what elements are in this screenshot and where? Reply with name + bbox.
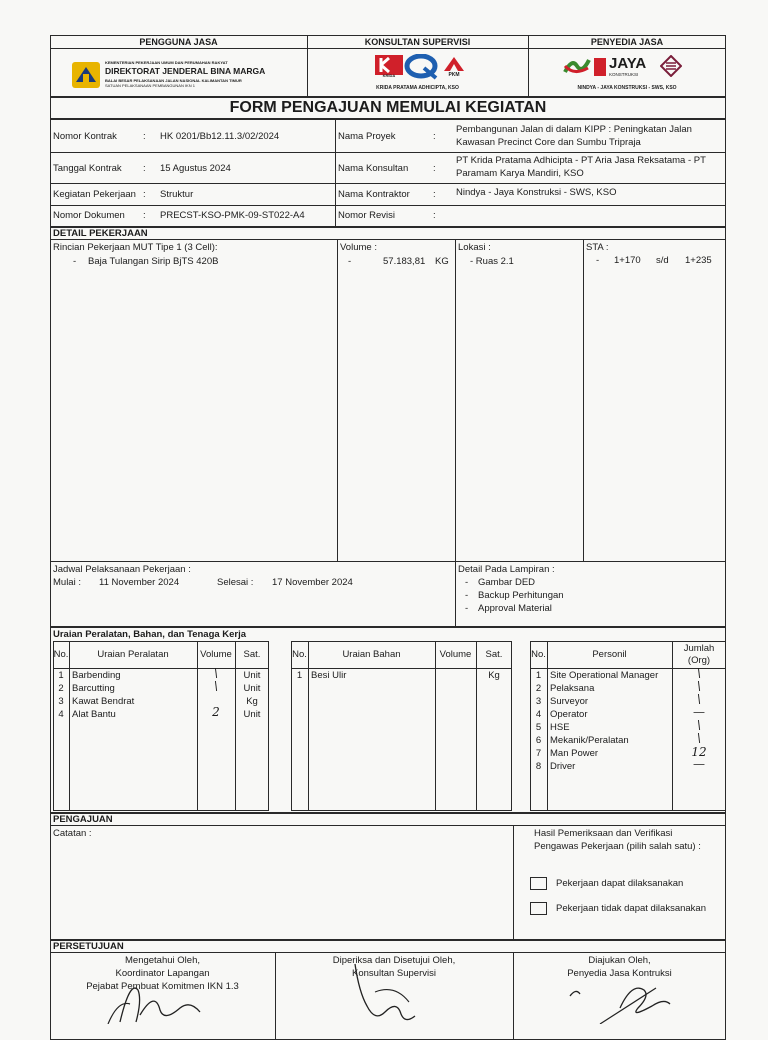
satker-text: SATUAN PELAKSANAAN PEMBANGUNAN IKN 1 bbox=[105, 83, 195, 88]
col3-line1: Diajukan Oleh, bbox=[588, 955, 651, 966]
personil-no: 2 bbox=[535, 683, 542, 694]
colon: : bbox=[143, 131, 146, 142]
personil-jumlah: — bbox=[693, 757, 705, 771]
personil-no: 7 bbox=[535, 748, 542, 759]
pengajuan-section-title: PENGAJUAN bbox=[53, 814, 113, 825]
lampiran-item: Approval Material bbox=[478, 603, 552, 614]
nama-konsultan-line2: Paramam Karya Mandiri, KSO bbox=[456, 168, 584, 179]
personil-nama: HSE bbox=[550, 722, 570, 733]
mulai-label: Mulai : bbox=[53, 577, 81, 588]
selesai-label: Selesai : bbox=[217, 577, 254, 588]
nama-kontraktor-label: Nama Kontraktor bbox=[338, 189, 410, 200]
sta-to: 1+235 bbox=[685, 255, 712, 266]
nindya-logo bbox=[562, 56, 592, 78]
signature-ppk bbox=[100, 960, 230, 1024]
tanggal-kontrak-label: Tanggal Kontrak bbox=[53, 163, 122, 174]
lampiran-item: Gambar DED bbox=[478, 577, 536, 588]
option-dapat-label: Pekerjaan dapat dilaksanakan bbox=[556, 878, 684, 889]
lampiran-dash: - bbox=[465, 603, 469, 614]
personil-nama: Pelaksana bbox=[550, 683, 595, 694]
personil-header-jumlah: Jumlah bbox=[683, 643, 715, 654]
pu-logo bbox=[72, 62, 100, 88]
kegiatan-pekerjaan-label: Kegiatan Pekerjaan bbox=[53, 189, 136, 200]
hasil-line2: Pengawas Pekerjaan (pilih salah satu) : bbox=[534, 841, 701, 852]
peralatan-uraian: Barcutting bbox=[72, 683, 115, 694]
peralatan-header-uraian: Uraian Peralatan bbox=[97, 649, 169, 660]
bahan-no: 1 bbox=[296, 670, 303, 681]
nomor-revisi-label: Nomor Revisi bbox=[338, 210, 396, 221]
peralatan-sat: Kg bbox=[246, 696, 258, 707]
peralatan-volume: \ bbox=[213, 679, 219, 693]
bahan-uraian: Besi Ulir bbox=[311, 670, 347, 681]
rincian-label: Rincian Pekerjaan MUT Tipe 1 (3 Cell): bbox=[53, 242, 218, 253]
personil-nama: Man Power bbox=[550, 748, 599, 759]
nama-proyek-label: Nama Proyek bbox=[338, 131, 396, 142]
personil-jumlah: 12 bbox=[691, 745, 707, 759]
konsultan-supervisi-label: KONSULTAN SUPERVISI bbox=[364, 37, 471, 47]
nama-konsultan-label: Nama Konsultan bbox=[338, 163, 409, 174]
bahan-table bbox=[291, 641, 512, 811]
personil-nama: Site Operational Manager bbox=[550, 670, 659, 681]
peralatan-no: 4 bbox=[58, 709, 64, 720]
bahan-header-sat: Sat. bbox=[485, 649, 503, 660]
peralatan-uraian: Barbending bbox=[72, 670, 121, 681]
personil-nama: Driver bbox=[550, 761, 576, 772]
nomor-dokumen-label: Nomor Dokumen bbox=[53, 210, 125, 221]
personil-no: 5 bbox=[535, 722, 542, 733]
rincian-dash: - bbox=[73, 256, 77, 267]
col2-line2: Konsultan Supervisi bbox=[352, 968, 436, 979]
pkm-logo-text: PKM bbox=[448, 72, 460, 78]
penyedia-caption: NINDYA - JAYA KONSTRUKSI - SWS, KSO bbox=[577, 85, 677, 91]
volume-unit: KG bbox=[435, 256, 449, 267]
volume-value: 57.183,81 bbox=[383, 256, 426, 267]
option-tidak-dapat-checkbox[interactable] bbox=[530, 902, 547, 915]
colon: : bbox=[143, 163, 146, 174]
personil-jumlah: \ bbox=[696, 692, 702, 706]
nomor-kontrak-label: Nomor Kontrak bbox=[53, 131, 117, 142]
sta-from: 1+170 bbox=[614, 255, 641, 266]
col1-line1: Mengetahui Oleh, bbox=[125, 955, 200, 966]
lampiran-item: Backup Perhitungan bbox=[478, 590, 564, 601]
peralatan-uraian: Alat Bantu bbox=[72, 709, 116, 720]
col2-line1: Diperiksa dan Disetujui Oleh, bbox=[332, 955, 456, 966]
jaya-logo-subtext: KONSTRUKSI bbox=[609, 72, 639, 77]
sws-logo bbox=[660, 55, 682, 77]
detail-section-title: DETAIL PEKERJAAN bbox=[53, 228, 148, 239]
option-tidak-dapat-label: Pekerjaan tidak dapat dilaksanakan bbox=[556, 903, 706, 914]
peralatan-uraian: Kawat Bendrat bbox=[72, 696, 135, 707]
ajr-logo bbox=[404, 54, 438, 80]
col3-line2: Penyedia Jasa Kontruksi bbox=[567, 968, 672, 979]
colon: : bbox=[433, 163, 436, 174]
pengguna-jasa-label: PENGGUNA JASA bbox=[139, 37, 218, 47]
peralatan-volume: \ bbox=[213, 666, 219, 680]
rincian-item: Baja Tulangan Sirip BjTS 420B bbox=[88, 256, 219, 267]
personil-nama: Surveyor bbox=[550, 696, 589, 707]
selesai-value: 17 November 2024 bbox=[272, 577, 353, 588]
tanggal-kontrak-value: 15 Agustus 2024 bbox=[160, 163, 231, 174]
nama-proyek-line1: Pembangunan Jalan di dalam KIPP : Peningkatan Jalan bbox=[456, 124, 692, 135]
personil-nama: Operator bbox=[550, 709, 588, 720]
lokasi-value: - Ruas 2.1 bbox=[470, 256, 514, 267]
peralatan-no: 2 bbox=[58, 683, 64, 694]
nomor-dokumen-value: PRECST-KSO-PMK-09-ST022-A4 bbox=[160, 210, 305, 221]
personil-header-org: (Org) bbox=[687, 655, 711, 666]
jadwal-label: Jadwal Pelaksanaan Pekerjaan : bbox=[53, 564, 191, 575]
personil-no: 8 bbox=[535, 761, 542, 772]
mulai-value: 11 November 2024 bbox=[99, 577, 180, 588]
colon: : bbox=[433, 210, 436, 221]
peralatan-table bbox=[53, 641, 269, 811]
krida-logo bbox=[375, 55, 403, 79]
signature-penyedia bbox=[560, 978, 700, 1024]
col1-line2: Koordinator Lapangan bbox=[115, 968, 210, 979]
dirjen-text: DIREKTORAT JENDERAL BINA MARGA bbox=[105, 66, 266, 76]
resources-section-title: Uraian Peralatan, Bahan, dan Tenaga Kerja bbox=[53, 629, 247, 640]
personil-jumlah: \ bbox=[696, 731, 702, 745]
colon: : bbox=[433, 189, 436, 200]
sta-label: STA : bbox=[586, 242, 609, 253]
balai-text: BALAI BESAR PELAKSANAAN JALAN NASIONAL KALIMANTAN TIMUR bbox=[105, 78, 242, 83]
col1-line3: Pejabat Pembuat Komitmen IKN 1.3 bbox=[86, 981, 239, 992]
colon: : bbox=[143, 210, 146, 221]
jaya-logo bbox=[594, 56, 654, 80]
personil-header-no: No. bbox=[531, 649, 546, 660]
personil-header-nama: Personil bbox=[592, 649, 627, 660]
colon: : bbox=[143, 189, 146, 200]
hasil-line1: Hasil Pemeriksaan dan Verifikasi bbox=[534, 828, 673, 839]
personil-no: 4 bbox=[535, 709, 542, 720]
volume-dash: - bbox=[348, 256, 352, 267]
bahan-header-no: No. bbox=[292, 649, 307, 660]
persetujuan-section-title: PERSETUJUAN bbox=[53, 941, 124, 952]
personil-jumlah: \ bbox=[696, 718, 702, 732]
peralatan-header-no: No. bbox=[53, 649, 69, 660]
peralatan-header-sat: Sat. bbox=[243, 649, 261, 660]
bahan-header-volume: Volume bbox=[439, 649, 472, 660]
personil-nama: Mekanik/Peralatan bbox=[550, 735, 629, 746]
bahan-header-uraian: Uraian Bahan bbox=[342, 649, 401, 660]
colon: : bbox=[433, 131, 436, 142]
nama-proyek-line2: Kawasan Precinct Core dan Sumbu Tripraja bbox=[456, 137, 641, 148]
catatan-label: Catatan : bbox=[53, 828, 92, 839]
lampiran-dash: - bbox=[465, 590, 469, 601]
jaya-logo-text: JAYA bbox=[609, 55, 647, 72]
personil-no: 3 bbox=[535, 696, 542, 707]
signature-konsultan bbox=[345, 962, 465, 1024]
pkm-logo bbox=[442, 55, 466, 79]
personil-jumlah: — bbox=[693, 705, 705, 719]
kegiatan-pekerjaan-value: Struktur bbox=[160, 189, 194, 200]
konsultan-caption: KRIDA PRATAMA ADHICIPTA, KSO bbox=[376, 85, 459, 91]
personil-jumlah: \ bbox=[696, 679, 702, 693]
peralatan-header-volume: Volume bbox=[200, 649, 232, 660]
peralatan-sat: Unit bbox=[243, 670, 261, 681]
lokasi-label: Lokasi : bbox=[458, 242, 491, 253]
penyedia-jasa-label: PENYEDIA JASA bbox=[590, 37, 664, 47]
volume-label: Volume : bbox=[340, 242, 377, 253]
nama-kontraktor-value: Nindya - Jaya Konstruksi - SWS, KSO bbox=[456, 187, 617, 198]
nama-konsultan-line1: PT Krida Pratama Adhicipta - PT Aria Jasa Reksatama - PT bbox=[456, 155, 706, 166]
nomor-kontrak-value: HK 0201/Bb12.11.3/02/2024 bbox=[160, 131, 280, 142]
lampiran-label: Detail Pada Lampiran : bbox=[458, 564, 555, 575]
sta-sd: s/d bbox=[656, 255, 669, 266]
personil-no: 6 bbox=[535, 735, 542, 746]
personil-no: 1 bbox=[535, 670, 542, 681]
form-title: FORM PENGAJUAN MEMULAI KEGIATAN bbox=[229, 99, 547, 116]
peralatan-sat: Unit bbox=[243, 709, 261, 720]
krida-logo-text: KRIDA bbox=[382, 73, 396, 78]
kementerian-text: KEMENTERIAN PEKERJAAN UMUM DAN PERUMAHAN RAKYAT bbox=[105, 60, 228, 65]
peralatan-no: 1 bbox=[58, 670, 64, 681]
bahan-sat: Kg bbox=[488, 670, 500, 681]
peralatan-no: 3 bbox=[58, 696, 64, 707]
peralatan-sat: Unit bbox=[243, 683, 261, 694]
peralatan-volume: 2 bbox=[212, 705, 220, 719]
personil-jumlah: \ bbox=[696, 666, 702, 680]
lampiran-dash: - bbox=[465, 577, 469, 588]
option-dapat-checkbox[interactable] bbox=[530, 877, 547, 890]
sta-dash: - bbox=[596, 255, 600, 266]
